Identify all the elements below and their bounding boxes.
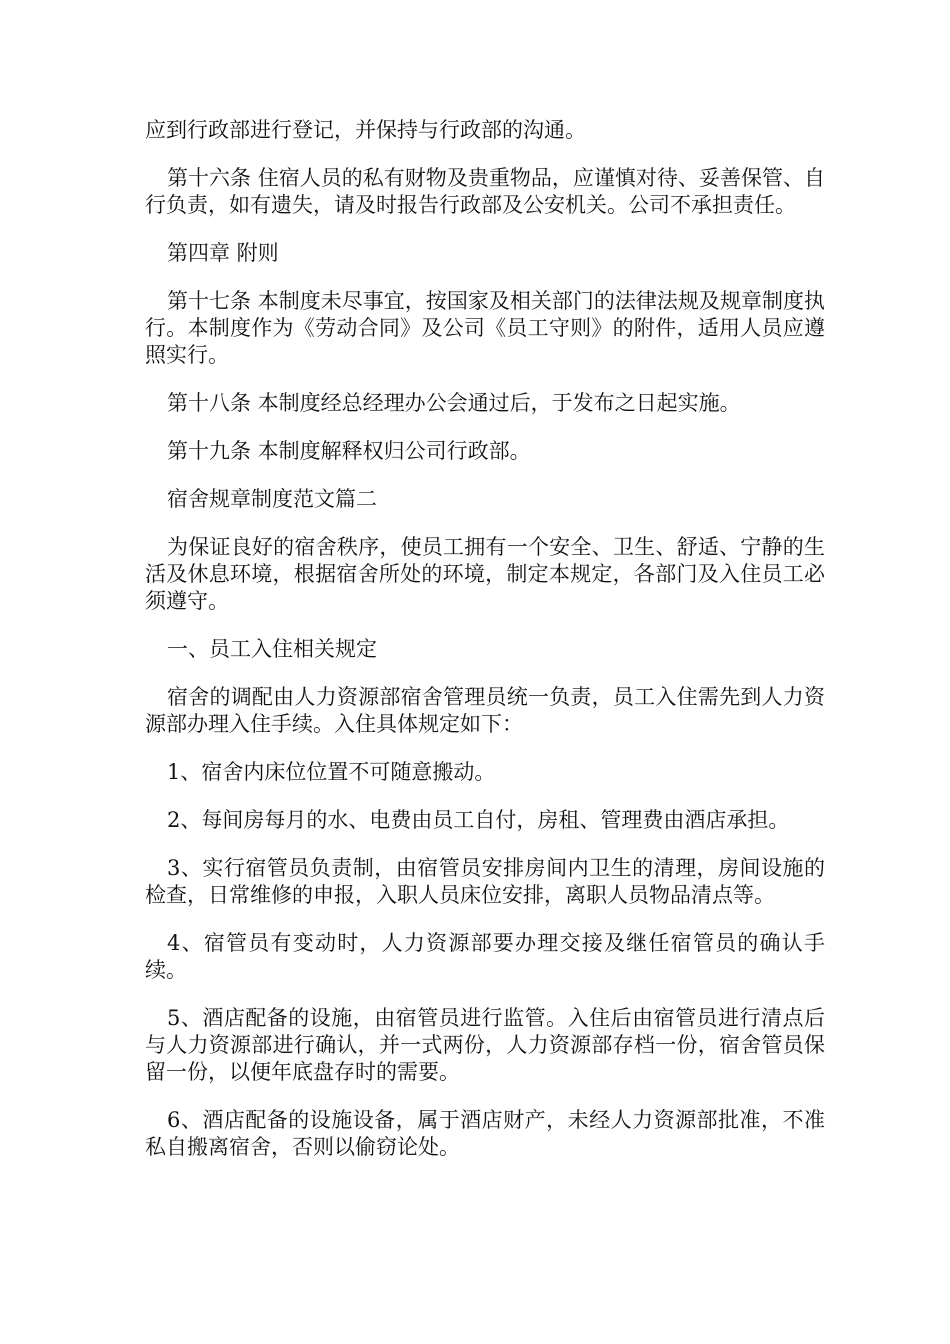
rule-item-5: 5、酒店配备的设施，由宿管员进行监管。入住后由宿管员进行清点后与人力资源部进行确认，并一式两份，人力资源部存档一份，宿舍管员保留一份，以便年底盘存时的需要。 [145,1006,825,1084]
document-body [145,117,825,1182]
chapter-heading-4: 第四章 附则 [167,241,279,265]
paragraph-article-16: 第十六条 住宿人员的私有财物及贵重物品，应谨慎对待、妥善保管、自行负责，如有遗失，请及时报告行政部及公安机关。公司不承担责任。 [145,166,825,217]
section-title-sample-2: 宿舍规章制度范文篇二 [167,487,377,511]
paragraph-article-18: 第十八条 本制度经总经理办公会通过后，于发布之日起实施。 [167,391,741,415]
rule-item-6: 6、酒店配备的设施设备，属于酒店财产，未经人力资源部批准，不准私自搬离宿舍，否则以偷窃论处。 [145,1108,825,1159]
rule-item-1: 1、宿舍内床位位置不可随意搬动。 [167,760,496,784]
rule-item-4: 4、宿管员有变动时，人力资源部要办理交接及继任宿管员的确认手续。 [145,931,825,982]
paragraph-article-19: 第十九条 本制度解释权归公司行政部。 [167,439,531,463]
section-heading-1: 一、员工入住相关规定 [167,637,377,661]
paragraph-continuation: 应到行政部进行登记，并保持与行政部的沟通。 [145,118,586,142]
rule-item-2: 2、每间房每月的水、电费由员工自付，房租、管理费由酒店承担。 [167,808,790,832]
paragraph-dorm-allocation: 宿舍的调配由人力资源部宿舍管理员统一负责，员工入住需先到人力资源部办理入住手续。入住具体规定如下： [145,685,825,736]
rule-item-3: 3、实行宿管员负责制，由宿管员安排房间内卫生的清理，房间设施的检查，日常维修的申报，入职人员床位安排，离职人员物品清点等。 [145,856,825,907]
paragraph-intro: 为保证良好的宿舍秩序，使员工拥有一个安全、卫生、舒适、宁静的生活及休息环境，根据宿舍所处的环境，制定本规定，各部门及入住员工必须遵守。 [145,535,825,613]
paragraph-article-17: 第十七条 本制度未尽事宜，按国家及相关部门的法律法规及规章制度执行。本制度作为《劳动合同》及公司《员工守则》的附件，适用人员应遵照实行。 [145,289,825,367]
